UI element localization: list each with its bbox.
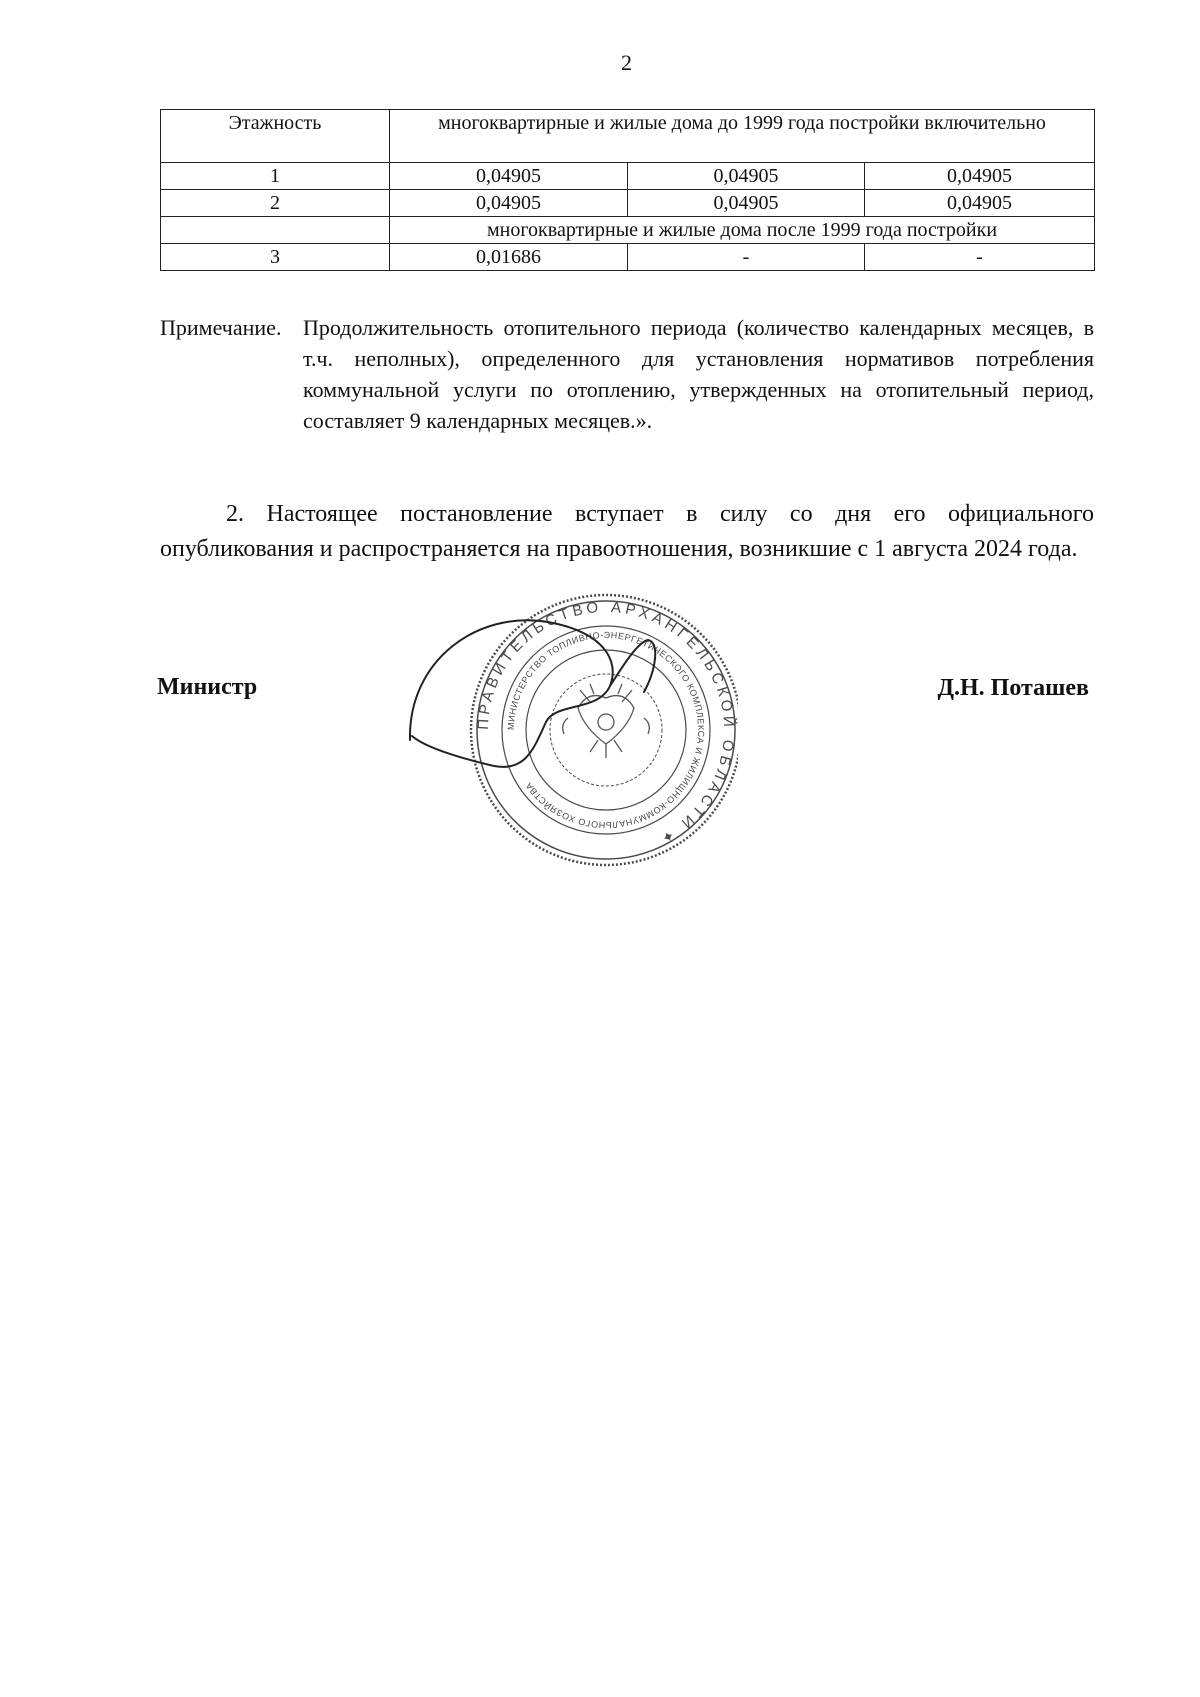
cell-value: - bbox=[628, 244, 865, 271]
page-number: 2 bbox=[621, 50, 632, 75]
cell-value: 0,04905 bbox=[628, 190, 865, 217]
official-seal bbox=[398, 590, 738, 870]
note-block bbox=[160, 312, 1094, 436]
table-header-row bbox=[161, 110, 1095, 163]
norms-table bbox=[160, 109, 1095, 271]
header-group-before-1999: многоквартирные и жилые дома до 1999 года постройки включительно bbox=[390, 110, 1095, 163]
cell-value: 0,04905 bbox=[390, 190, 628, 217]
note-text: Продолжительность отопительного периода (количество календарных месяцев, в т.ч. неполных), определенного для установления нормативов потребления коммунальной услуги по отоплению, утвержденных на отопительный период, составляет 9 календарных месяцев.». bbox=[303, 315, 1094, 433]
paragraph-effective-date: 2. Настоящее постановление вступает в силу со дня его официального опубликования и распространяется на правоотношения, возникшие с 1 августа 2024 года. bbox=[160, 501, 1094, 562]
seal-outer-text: ПРАВИТЕЛЬСТВО АРХАНГЕЛЬСКОЙ ОБЛАСТИ ✦ bbox=[474, 598, 738, 849]
cell-value: 0,04905 bbox=[628, 163, 865, 190]
table-group-row bbox=[161, 217, 1095, 244]
header-floors: Этажность bbox=[161, 110, 390, 163]
cell-floors: 3 bbox=[161, 244, 390, 271]
header-group-after-1999: многоквартирные и жилые дома после 1999 года постройки bbox=[390, 217, 1095, 244]
cell-floors: 2 bbox=[161, 190, 390, 217]
coat-of-arms-icon bbox=[563, 684, 650, 758]
table-row bbox=[161, 190, 1095, 217]
cell-value: 0,04905 bbox=[865, 163, 1095, 190]
note-label: Примечание. bbox=[160, 315, 282, 340]
cell-value: - bbox=[865, 244, 1095, 271]
cell-floors: 1 bbox=[161, 163, 390, 190]
signatory-title: Министр bbox=[157, 674, 258, 700]
seal-inner-text: МИНИСТЕРСТВО ТОПЛИВНО-ЭНЕРГЕТИЧЕСКОГО КОМПЛЕКСА И ЖИЛИЩНО-КОММУНАЛЬНОГО ХОЗЯЙСТВА bbox=[505, 629, 707, 831]
cell-value: 0,01686 bbox=[390, 244, 628, 271]
signatory-name: Д.Н. Поташев bbox=[937, 675, 1089, 701]
cell-value: 0,04905 bbox=[865, 190, 1095, 217]
table-row bbox=[161, 244, 1095, 271]
cell-value: 0,04905 bbox=[390, 163, 628, 190]
cell-empty bbox=[161, 217, 390, 244]
table-row bbox=[161, 163, 1095, 190]
